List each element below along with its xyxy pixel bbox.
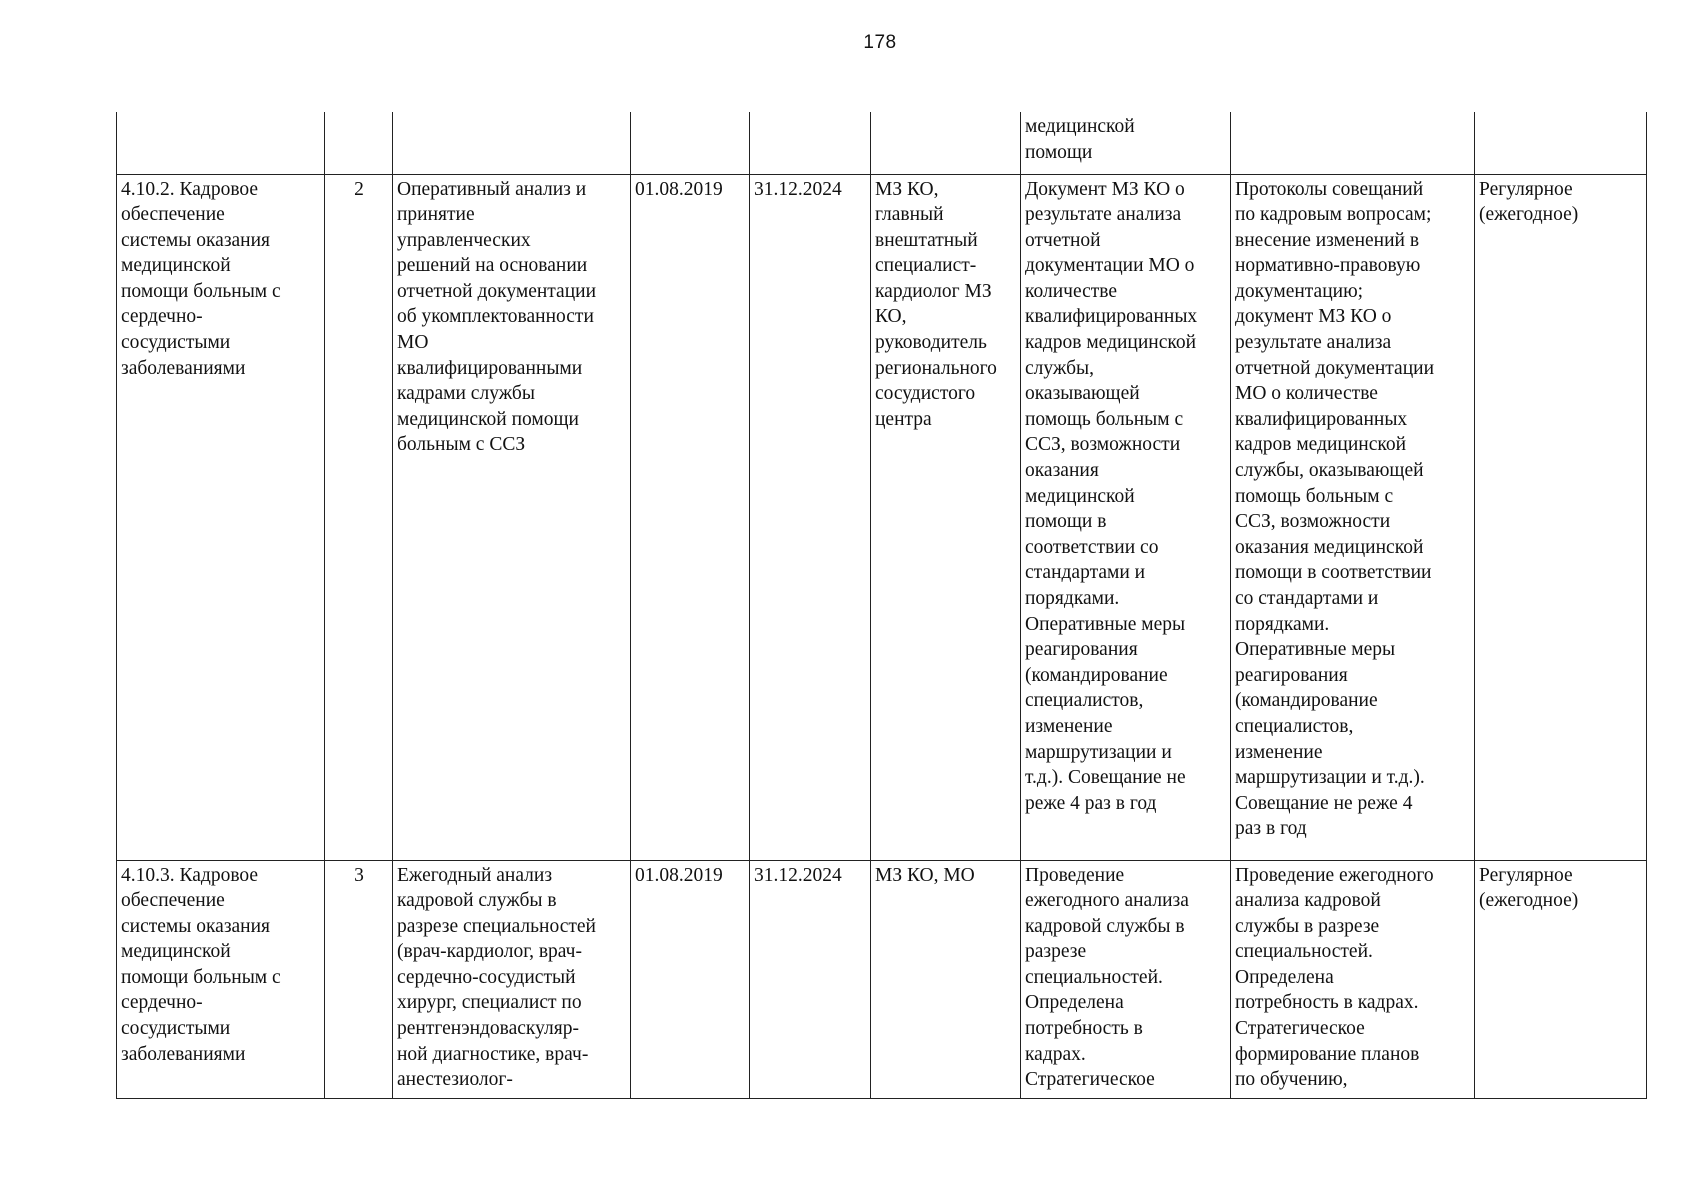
table-cell-activity: Оперативный анализ и принятие управленческих решений на основании отчетной документации об укомплектованности МО квалифицированными кадрами службы медицинской помощи больным с ССЗ bbox=[393, 174, 631, 860]
table-cell-result: Протоколы совещаний по кадровым вопросам; внесение изменений в нормативно-правовую документацию; документ МЗ КО о результате анализа отчетной документации МО о количестве квалифицированных кадров медицинской службы, оказывающей помощь больным с ССЗ, возможности оказания медицинской помощи в соответствии со стандартами и порядками. Оперативные меры реагирования (командирование специалистов, изменение маршрутизации и т.д.). Совещание не реже 4 раз в год bbox=[1231, 174, 1475, 860]
table-cell bbox=[393, 112, 631, 174]
table-cell-responsible: МЗ КО, главный внештатный специалист- кардиолог МЗ КО, руководитель регионального сосудистого центра bbox=[871, 174, 1021, 860]
table-cell-number: 2 bbox=[325, 174, 393, 860]
table-row bbox=[117, 174, 1647, 860]
table-cell bbox=[1475, 112, 1647, 174]
table-cell-section: 4.10.3. Кадровое обеспечение системы оказания медицинской помощи больным с сердечно- сосудистыми заболеваниями bbox=[117, 860, 325, 1098]
table-cell-end-date: 31.12.2024 bbox=[750, 174, 871, 860]
table-cell-number: 3 bbox=[325, 860, 393, 1098]
page-number: 178 bbox=[863, 32, 897, 53]
plan-table bbox=[116, 112, 1647, 1099]
table-cell-result: Проведение ежегодного анализа кадровой службы в разрезе специальностей. Определена потребность в кадрах. Стратегическое формирование планов по обучению, bbox=[1231, 860, 1475, 1098]
table-cell-type: Регулярное (ежегодное) bbox=[1475, 860, 1647, 1098]
table-cell bbox=[871, 112, 1021, 174]
table-cell-document: Документ МЗ КО о результате анализа отчетной документации МО о количестве квалифицированных кадров медицинской службы, оказывающей помощь больным с ССЗ, возможности оказания медицинской помощи в соответствии со стандартами и порядками. Оперативные меры реагирования (командирование специалистов, изменение маршрутизации и т.д.). Совещание не реже 4 раз в год bbox=[1021, 174, 1231, 860]
table-cell bbox=[325, 112, 393, 174]
table-cell-activity: Ежегодный анализ кадровой службы в разрезе специальностей (врач-кардиолог, врач- сердечно-сосудистый хирург, специалист по рентгенэндоваскуляр- ной диагностике, врач- анестезиолог- bbox=[393, 860, 631, 1098]
table-row bbox=[117, 860, 1647, 1098]
table-cell bbox=[631, 112, 750, 174]
table-cell-section: 4.10.2. Кадровое обеспечение системы оказания медицинской помощи больным с сердечно- сосудистыми заболеваниями bbox=[117, 174, 325, 860]
table-cell-document: Проведение ежегодного анализа кадровой службы в разрезе специальностей. Определена потребность в кадрах. Стратегическое bbox=[1021, 860, 1231, 1098]
table-row-continuation bbox=[117, 112, 1647, 174]
table-cell bbox=[117, 112, 325, 174]
table-cell bbox=[1231, 112, 1475, 174]
table-cell-start-date: 01.08.2019 bbox=[631, 860, 750, 1098]
table-cell-document: медицинской помощи bbox=[1021, 112, 1231, 174]
table-cell-responsible: МЗ КО, МО bbox=[871, 860, 1021, 1098]
table-cell bbox=[750, 112, 871, 174]
table-cell-type: Регулярное (ежегодное) bbox=[1475, 174, 1647, 860]
table-cell-start-date: 01.08.2019 bbox=[631, 174, 750, 860]
table-cell-end-date: 31.12.2024 bbox=[750, 860, 871, 1098]
